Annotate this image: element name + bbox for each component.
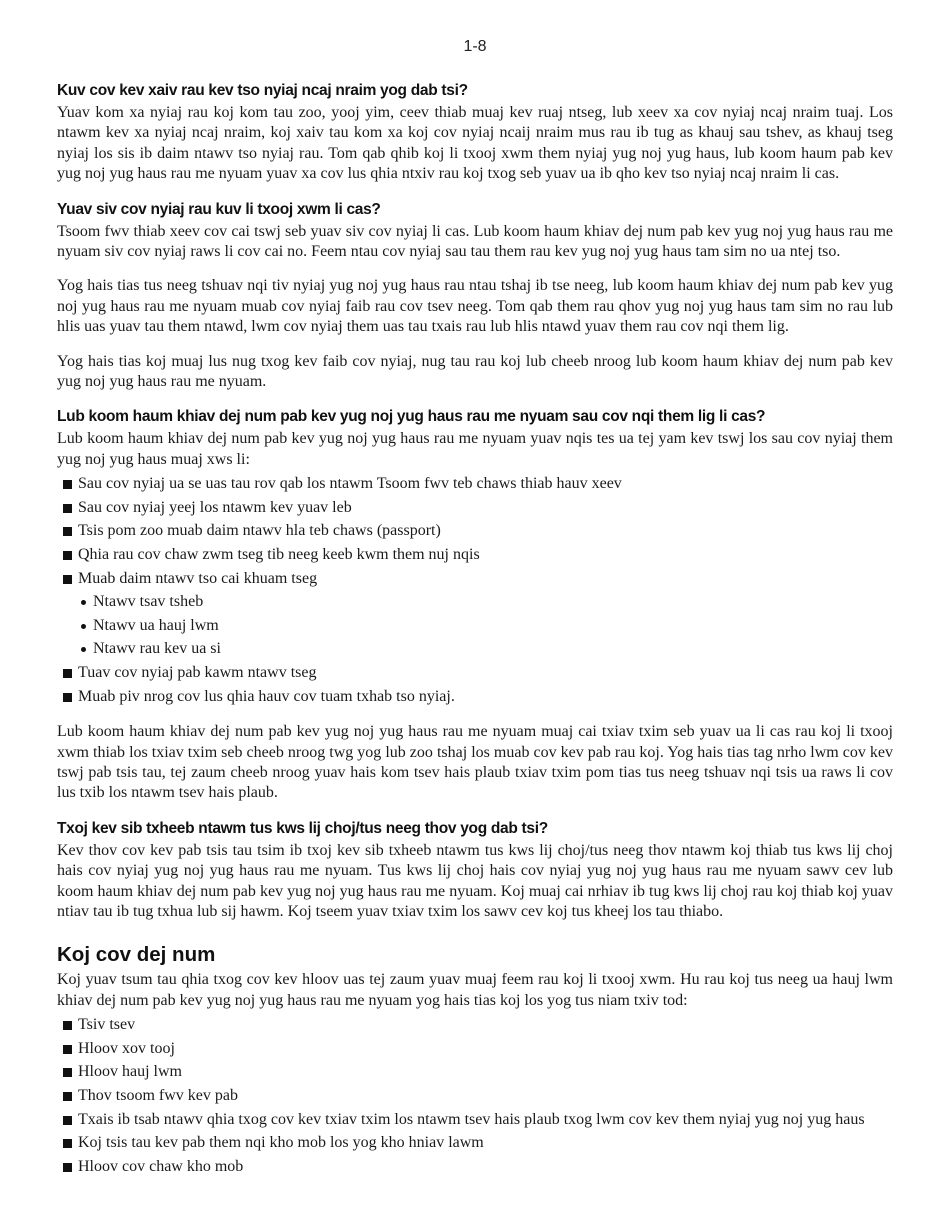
square-bullet-icon	[63, 480, 72, 489]
list-item: Tsiv tsev	[57, 1013, 893, 1037]
square-bullet-icon	[63, 504, 72, 513]
square-bullet-icon	[63, 551, 72, 560]
square-bullet-icon	[63, 1139, 72, 1148]
square-bullet-icon	[63, 1163, 72, 1172]
section-collection	[57, 406, 893, 803]
list-item: Muab daim ntawv tso cai khuam tseg	[57, 567, 893, 591]
list-item: Sau cov nyiaj ua se uas tau rov qab los ntawm Tsoom fwv teb chaws thiab hauv xeev	[57, 472, 893, 496]
list-item: Hloov xov tooj	[57, 1037, 893, 1061]
section-heading-large: Koj cov dej num	[57, 943, 216, 967]
square-bullet-icon	[63, 1068, 72, 1077]
list-item: Txais ib tsab ntawv qhia txog cov kev txiav txim los ntawm tsev hais plaub txog lwm cov kev them nyiaj yug noj yug haus	[57, 1108, 893, 1132]
section-heading: Lub koom haum khiav dej num pab kev yug noj yug haus rau me nyuam sau cov nqi them lig li cas?	[57, 408, 766, 426]
square-bullet-icon	[63, 669, 72, 678]
dot-bullet-icon	[81, 600, 86, 605]
square-bullet-icon	[63, 527, 72, 536]
list-item: Qhia rau cov chaw zwm tseg tib neeg keeb kwm them nuj nqis	[57, 543, 893, 567]
paragraph: Koj yuav tsum tau qhia txog cov kev hloov uas tej zaum yuav muaj feem rau koj li txooj xwm. Hu rau koj tus neeg ua hauj lwm khiav dej num pab kev yug noj yug haus rau me nyuam yog hais tias koj los yog tus niam txiv tod:	[57, 971, 893, 1009]
enforcement-list	[57, 472, 893, 590]
paragraph: Lub koom haum khiav dej num pab kev yug noj yug haus rau me nyuam yuav nqis tes ua tej yam kev tswj los sau cov nyiaj them yug noj yug haus muaj xws li:	[57, 430, 893, 468]
square-bullet-icon	[63, 1092, 72, 1101]
list-item: Sau cov nyiaj yeej los ntawm kev yuav leb	[57, 496, 893, 520]
paragraph: Lub koom haum khiav dej num pab kev yug noj yug haus rau me nyuam muaj cai txiav txim seb yuav ua li cas rau koj li txooj xwm thiab los txiav txim seb cheeb nroog twg yog lub zoo tshaj los muab cov kev pab rau koj. Yog hais tias tag nrho lwm cov kev tswj pab tsis tau, tej zaum cheeb nroog yuav hais kom tsev hais plaub txiav txim pom tias tus neeg tshuav nqi tsis ua raws li cov lus txib los ntawm tsev hais plaub.	[57, 723, 893, 802]
section-heading: Yuav siv cov nyiaj rau kuv li txooj xwm li cas?	[57, 200, 381, 218]
paragraph: Yog hais tias tus neeg tshuav nqi tiv nyiaj yug noj yug haus rau ntau tshaj ib tse neeg, lub koom haum khiav dej num pab kev yug noj yug haus rau me nyuam muab cov nyiaj faib rau cov tsev neeg. Tom qab them rau qhov yug noj yug haus tam sim no rau lub hlis uas yuav tau them ntawd, lwm cov nyiaj them uas tau txais rau lub hlis ntawd yuav them rau cov nqi them lig.	[57, 277, 893, 336]
page-number: 1-8	[463, 38, 487, 55]
list-item: Ntawv rau kev ua si	[57, 637, 893, 661]
section-direct-deposit	[57, 80, 893, 185]
paragraph: Yog hais tias koj muaj lus nug txog kev faib cov nyiaj, nug tau rau koj lub cheeb nroog lub koom haum khiav dej num pab kev yug noj yug haus rau me nyuam.	[57, 352, 893, 391]
square-bullet-icon	[63, 1045, 72, 1054]
section-heading: Txoj kev sib txheeb ntawm tus kws lij choj/tus neeg thov yog dab tsi?	[57, 819, 548, 837]
square-bullet-icon	[63, 1021, 72, 1030]
paragraph: Kev thov cov kev pab tsis tau tsim ib txoj kev sib txheeb ntawm tus kws lij choj/tus neeg thov ntawm koj thiab tus kws lij choj hais cov nyiaj yug noj yug haus rau me nyuam. Tus kws lij choj hais cov nyiaj yug noj yug haus rau me nyuam sawv cev lub koom haum khiav dej num pab kev yug noj yug haus rau me nyuam. Koj muaj cai nrhiav ib tug kws lij choj rau koj thiab koj yuav ntiav tau ib tug txhua lub sij hawm. Koj tseem yuav txiav txim los sawv cev koj tus kheej los tau thiabo.	[57, 841, 893, 921]
document-body	[57, 80, 893, 1192]
section-heading: Kuv cov kev xaiv rau kev tso nyiaj ncaj nraim yog dab tsi?	[57, 82, 468, 99]
list-item: Hloov hauj lwm	[57, 1060, 893, 1084]
list-item: Tuav cov nyiaj pab kawm ntawv tseg	[57, 661, 893, 685]
list-item: Muab piv nrog cov lus qhia hauv cov tuam txhab tso nyiaj.	[57, 685, 893, 709]
square-bullet-icon	[63, 575, 72, 584]
dot-bullet-icon	[81, 647, 86, 652]
section-responsibilities	[57, 942, 893, 1178]
list-item: Ntawv tsav tsheb	[57, 590, 893, 614]
section-payment-use	[57, 199, 893, 393]
list-item: Tsis pom zoo muab daim ntawv hla teb chaws (passport)	[57, 519, 893, 543]
list-item: Ntawv ua hauj lwm	[57, 614, 893, 638]
license-sublist	[57, 590, 893, 661]
list-item: Koj tsis tau kev pab them nqi kho mob los yog kho hniav lawm	[57, 1131, 893, 1155]
dot-bullet-icon	[81, 624, 86, 629]
paragraph: Yuav kom xa nyiaj rau koj kom tau zoo, yooj yim, ceev thiab muaj kev ruaj ntseg, lub xeev xa cov nyiaj ncaj nraim tuaj. Los ntawm kev xa nyiaj ncaj nraim, koj xaiv tau kom xa koj cov nyiaj ncaij nraim mus rau ib tug as khauj sau tshev, as khauj tseg nyiaj los sis ib daim ntawv tso nyiaj rau. Tom qab qhib koj li txooj xwm them nyiaj yug noj yug haus, lub koom haum pab kev yug noj yug haus rau me nyuam yuav xa cov lus qhia ntxiv rau koj txog seb yuav ua ib qho kev tso nyiaj ncaj nraim li cas.	[57, 104, 893, 183]
list-item: Hloov cov chaw kho mob	[57, 1155, 893, 1179]
square-bullet-icon	[63, 1116, 72, 1125]
section-attorney-relationship	[57, 818, 893, 923]
paragraph: Tsoom fwv thiab xeev cov cai tswj seb yuav siv cov nyiaj li cas. Lub koom haum khiav dej num pab kev yug noj yug haus rau me nyuam siv cov nyiaj raws li cov cai no. Feem ntau cov nyiaj sau tau them rau kev yug noj yug haus tam sim no ua ntej tso.	[57, 222, 893, 261]
enforcement-list-continued	[57, 661, 893, 708]
square-bullet-icon	[63, 693, 72, 702]
responsibilities-list	[57, 1013, 893, 1178]
list-item: Thov tsoom fwv kev pab	[57, 1084, 893, 1108]
